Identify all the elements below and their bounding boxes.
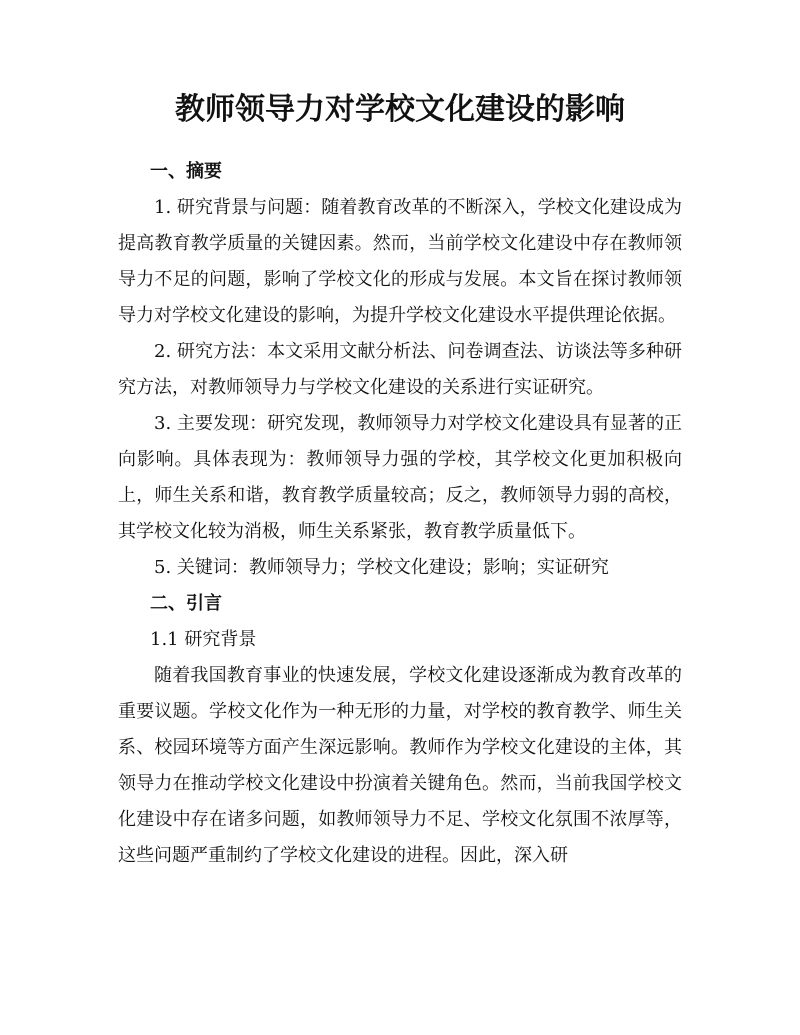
abstract-paragraph-keywords: 5. 关键词：教师领导力；学校文化建设；影响；实证研究 [154,557,609,578]
abstract-paragraph-findings: 3. 主要发现：研究发现，教师领导力对学校文化建设具有显著的正向影响。具体表现为：教师领导力强的学校，其学校文化更加积极向上，师生关系和谐，教育教学质量较高；反之，教师领导力弱的高校，其学校文化较为消极，师生关系紧张，教育教学质量低下。 [118,413,682,542]
abstract-paragraph-methods: 2. 研究方法：本文采用文献分析法、问卷调查法、访谈法等多种研究方法，对教师领导力与学校文化建设的关系进行实证研究。 [118,341,682,398]
introduction-paragraph: 随着我国教育事业的快速发展，学校文化建设逐渐成为教育改革的重要议题。学校文化作为一种无形的力量，对学校的教育教学、师生关系、校园环境等方面产生深远影响。教师作为学校文化建设的主体，其领导力在推动学校文化建设中扮演着关键角色。然而，当前我国学校文化建设中存在诸多问题，如教师领导力不足、学校文化氛围不浓厚等，这些问题严重制约了学校文化建设的进程。因此，深入研 [118,665,682,866]
document-title: 教师领导力对学校文化建设的影响 [175,92,625,127]
section-heading-introduction: 二、引言 [150,593,222,614]
section-heading-abstract: 一、摘要 [150,161,222,182]
abstract-paragraph-background: 1. 研究背景与问题：随着教育改革的不断深入，学校文化建设成为提高教育教学质量的关键因素。然而，当前学校文化建设中存在教师领导力不足的问题，影响了学校文化的形成与发展。本文旨在探讨教师领导力对学校文化建设的影响，为提升学校文化建设水平提供理论依据。 [118,197,682,326]
subsection-heading-research-background: 1.1 研究背景 [150,629,257,650]
